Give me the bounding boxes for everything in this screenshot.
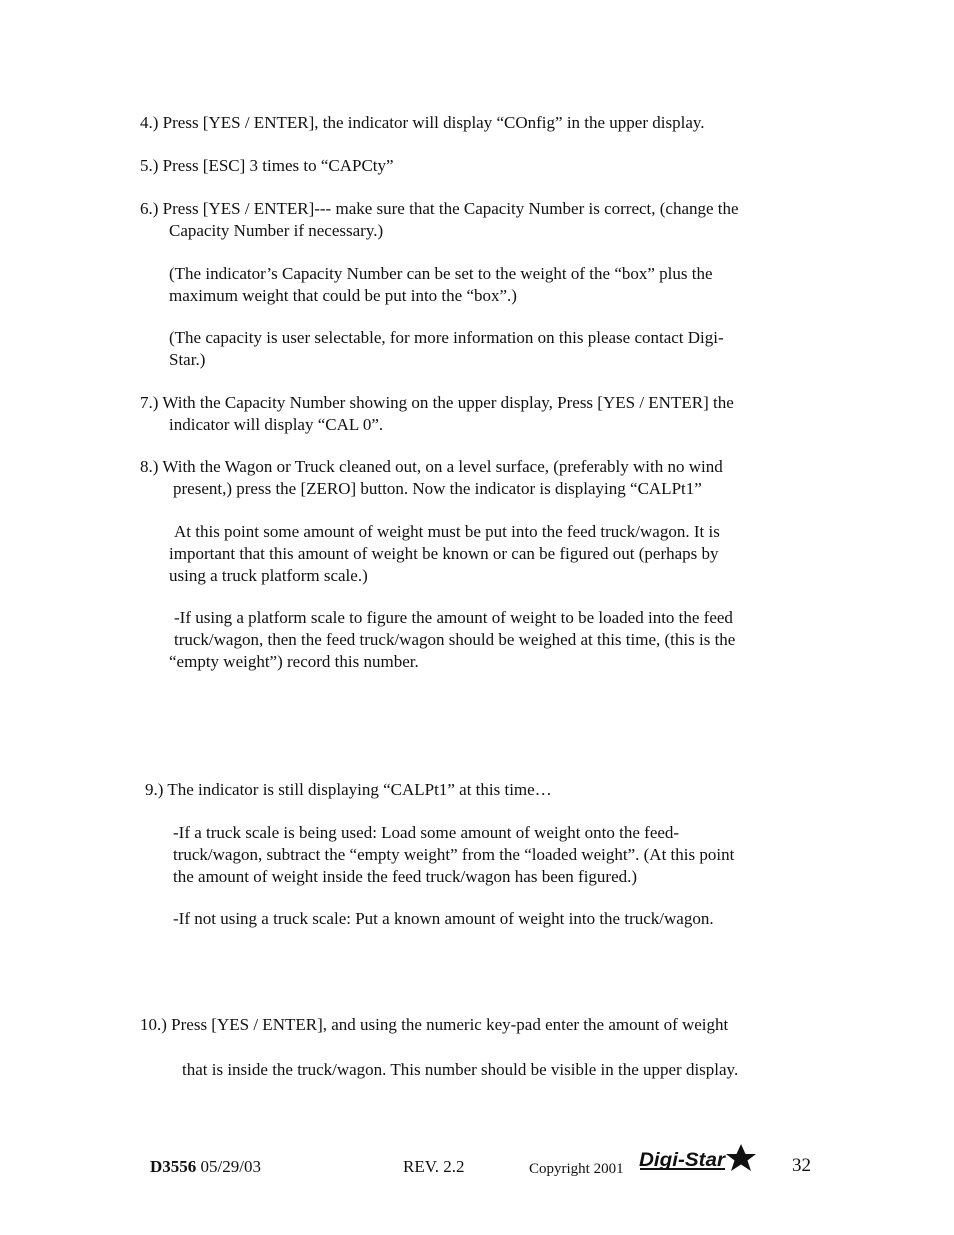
step-10-line-1: 10.) Press [YES / ENTER], and using the numeric key-pad enter the amount of weight bbox=[140, 1015, 729, 1034]
step-8-paragraph-2-line-2: truck/wagon, then the feed truck/wagon should be weighed at this time, (this is the bbox=[174, 630, 736, 649]
step-7-line-2: indicator will display “CAL 0”. bbox=[169, 415, 384, 434]
step-7-line-1: 7.) With the Capacity Number showing on the upper display, Press [YES / ENTER] the bbox=[140, 393, 734, 412]
step-8-paragraph-1-line-3: using a truck platform scale.) bbox=[169, 566, 368, 585]
step-8-line-2: present,) press the [ZERO] button. Now the indicator is displaying “CALPt1” bbox=[173, 479, 702, 498]
footer-revision: REV. 2.2 bbox=[403, 1157, 465, 1176]
step-6-note-1-line-2: maximum weight that could be put into the “box”.) bbox=[169, 286, 517, 305]
step-6-note-1-line-1: (The indicator’s Capacity Number can be set to the weight of the “box” plus the bbox=[169, 264, 713, 283]
step-5: 5.) Press [ESC] 3 times to “CAPCty” bbox=[140, 156, 394, 175]
step-6-note-2-line-2: Star.) bbox=[169, 350, 206, 369]
step-8-paragraph-2-line-1: -If using a platform scale to figure the amount of weight to be loaded into the feed bbox=[174, 608, 733, 627]
step-6-note-2-line-1: (The capacity is user selectable, for more information on this please contact Digi- bbox=[169, 328, 724, 347]
step-9-paragraph-1-line-1: -If a truck scale is being used: Load some amount of weight onto the feed- bbox=[173, 823, 680, 842]
step-4: 4.) Press [YES / ENTER], the indicator will display “COnfig” in the upper display. bbox=[140, 113, 705, 132]
digi-star-logo bbox=[637, 1142, 759, 1176]
step-8-paragraph-1-line-1: At this point some amount of weight must be put into the feed truck/wagon. It is bbox=[174, 522, 720, 541]
step-9-paragraph-1-line-2: truck/wagon, subtract the “empty weight” from the “loaded weight”. (At this point bbox=[173, 845, 735, 864]
step-9-paragraph-1-line-3: the amount of weight inside the feed truck/wagon has been figured.) bbox=[173, 867, 638, 886]
step-6-line-1: 6.) Press [YES / ENTER]--- make sure that the Capacity Number is correct, (change the bbox=[140, 199, 739, 218]
footer-date: 05/29/03 bbox=[196, 1157, 261, 1176]
page-number: 32 bbox=[792, 1155, 811, 1176]
svg-text:Digi-Star: Digi-Star bbox=[639, 1150, 727, 1171]
step-9-paragraph-2: -If not using a truck scale: Put a known amount of weight into the truck/wagon. bbox=[173, 909, 714, 928]
step-8-paragraph-2-line-3: “empty weight”) record this number. bbox=[169, 652, 419, 671]
step-8-line-1: 8.) With the Wagon or Truck cleaned out, on a level surface, (preferably with no wind bbox=[140, 457, 723, 476]
step-8-paragraph-1-line-2: important that this amount of weight be known or can be figured out (perhaps by bbox=[169, 544, 719, 563]
footer-doc-info bbox=[150, 1156, 261, 1178]
step-6-line-2: Capacity Number if necessary.) bbox=[169, 221, 384, 240]
step-9: 9.) The indicator is still displaying “CALPt1” at this time… bbox=[145, 780, 552, 799]
footer-copyright: Copyright 2001 bbox=[529, 1161, 624, 1177]
footer-doc-id: D3556 bbox=[150, 1157, 197, 1176]
step-10-line-2: that is inside the truck/wagon. This number should be visible in the upper display. bbox=[182, 1060, 739, 1079]
